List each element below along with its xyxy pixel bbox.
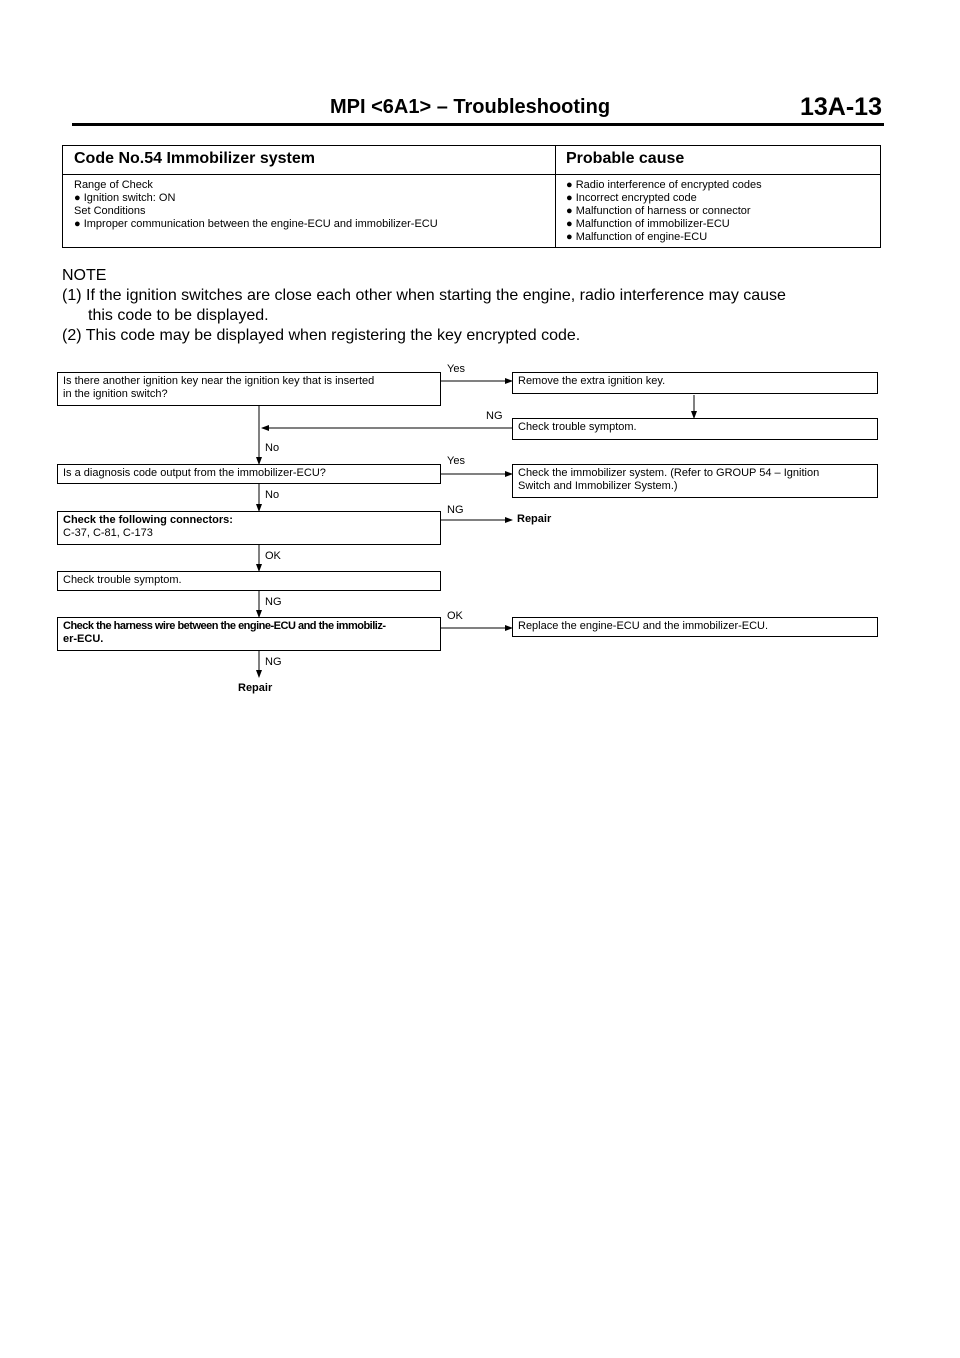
label-no: No (265, 489, 280, 501)
label-ok: OK (447, 610, 463, 622)
check-harness-wire (57, 617, 441, 651)
note-item-2: (2) This code may be displayed when registering the key encrypted code. (62, 327, 581, 344)
action-repair-2: Repair (238, 682, 273, 694)
action-check-symptom-1 (512, 418, 878, 440)
note-item-1-continued: this code to be displayed. (88, 307, 269, 324)
check-line: ● Ignition switch: ON (74, 192, 176, 204)
check-line: Range of Check (74, 179, 153, 191)
label-ok: OK (265, 550, 281, 562)
page-number: 13A-13 (800, 93, 882, 121)
label-yes: Yes (447, 363, 465, 375)
check-line: ● Improper communication between the engine-ECU and immobilizer-ECU (74, 218, 438, 230)
note-title: NOTE (62, 267, 107, 284)
label-ng: NG (486, 410, 503, 422)
label-yes: Yes (447, 455, 465, 467)
action-check-immobilizer (512, 464, 878, 498)
cause-item: ● Radio interference of encrypted codes (566, 179, 762, 191)
label-ng: NG (265, 596, 282, 608)
box-text: Check the immobilizer system. (Refer to GROUP 54 – Ignition (518, 467, 820, 479)
box-text: Is a diagnosis code output from the immobilizer-ECU? (63, 467, 326, 479)
box-text: Check the following connectors: (63, 514, 233, 526)
box-text: Check the harness wire between the engine-ECU and the immobiliz- (63, 620, 386, 632)
box-text: in the ignition switch? (63, 388, 168, 400)
box-text: Switch and Immobilizer System.) (518, 480, 678, 492)
label-ng: NG (447, 504, 464, 516)
probable-cause-heading: Probable cause (566, 150, 685, 167)
box-text: er-ECU. (63, 633, 104, 645)
box-text: Check trouble symptom. (63, 574, 182, 586)
label-ng: NG (265, 656, 282, 668)
note-item-1: (1) If the ignition switches are close each other when starting the engine, radio interference may cause (62, 287, 786, 304)
code-heading: Code No.54 Immobilizer system (74, 150, 315, 167)
question-extra-key (57, 372, 441, 406)
check-connectors (57, 511, 441, 545)
label-no: No (265, 442, 280, 454)
page-title: MPI <6A1> – Troubleshooting (330, 96, 611, 118)
question-diagnosis-code (57, 464, 441, 484)
box-text: Is there another ignition key near the ignition key that is inserted (63, 375, 375, 387)
check-symptom-2 (57, 571, 441, 591)
box-text: Replace the engine-ECU and the immobilizer-ECU. (518, 620, 769, 632)
action-replace-ecu (512, 617, 878, 637)
action-remove-key (512, 372, 878, 394)
check-line: Set Conditions (74, 205, 146, 217)
cause-item: ● Malfunction of engine-ECU (566, 231, 708, 243)
action-repair-1: Repair (517, 513, 552, 525)
box-text: C-37, C-81, C-173 (63, 527, 153, 539)
box-text: Remove the extra ignition key. (518, 375, 666, 387)
cause-item: ● Incorrect encrypted code (566, 192, 697, 204)
box-text: Check trouble symptom. (518, 421, 637, 433)
cause-item: ● Malfunction of harness or connector (566, 205, 751, 217)
cause-item: ● Malfunction of immobilizer-ECU (566, 218, 730, 230)
